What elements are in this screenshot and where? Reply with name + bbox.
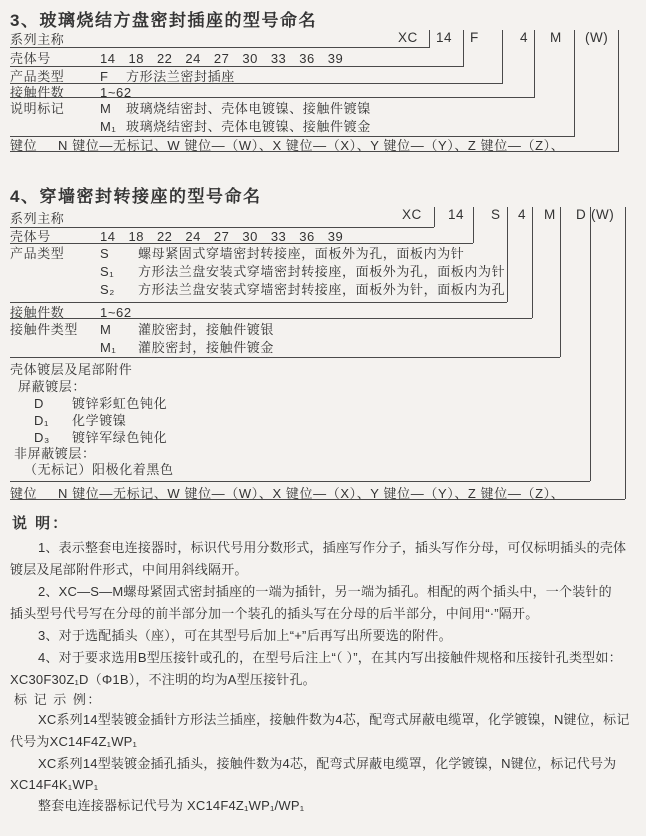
section4-code-segment: 4 [518,207,527,222]
shell-size: 27 [213,51,230,66]
example-line: 代号为XC14F4Z₁WP₁ [10,734,138,749]
shell-size: 36 [299,51,315,66]
row-label-plating: 壳体镀层及尾部附件 [10,362,133,377]
note-line: 4、对于要求选用B型压接针或孔的，在型号后注上“（ ）”，在其内写出接触件规格和压接针孔类型如： [38,650,622,665]
shield-option-desc: 镀锌彩虹色钝化 [72,396,168,411]
note-line: 2、XC—S—M螺母紧固式密封插座的一端为插针，另一端为插孔。相配的两个插头中，一个装针的 [38,584,612,599]
notes-heading: 说 明： [12,515,70,532]
row-label-product-type: 产品类型 [10,246,65,261]
marking-desc: 玻璃烧结密封、壳体电镀镍、接触件镀镍 [126,101,371,116]
row-label-series: 系列主称 [10,32,65,47]
row-label-marking: 说明标记 [10,101,65,116]
shield-option-desc: 化学镀镍 [72,413,127,428]
row-label-key: 键位 [10,486,38,501]
comb-vline [560,207,561,357]
marking-code: M [100,101,112,116]
example-line: XC系列14型装镀金插针方形法兰插座，接触件数为4芯，配弯式屏蔽电缆罩，化学镀镍，N键位，标记 [38,712,630,727]
shell-size: 14 [100,229,116,244]
shell-size: 33 [270,51,287,66]
product-type-desc: 方形法兰盘安装式穿墙密封转接座，面板外为针，面板内为孔 [138,282,506,297]
contact-type-desc: 灌胶密封，接触件镀银 [138,322,275,337]
note-line: 镀层及尾部附件形式，中间用斜线隔开。 [10,562,248,577]
section4-code-segment: 14 [448,207,465,222]
comb-vline [590,207,591,481]
section3-code-segment: 14 [436,30,453,45]
comb-vline [625,207,626,499]
shell-size: 22 [156,51,173,66]
shell-size: 30 [242,51,258,66]
shell-size: 27 [213,229,230,244]
note-line: 插头型号代号写在分母的前半部分加一个装孔的插头写在分母的后半部分，中间用“·”隔开。 [10,606,539,621]
section4-code-segment: S [491,207,501,222]
key-desc: N 键位—无标记、W 键位—（W）、X 键位—（X）、Y 键位—（Y）、Z 键位—（Z）、 [58,486,565,501]
section4-code-segment: XC [402,207,422,222]
shell-size: 24 [185,229,201,244]
comb-vline [473,207,474,243]
section3-code-segment: XC [398,30,418,45]
row-label-contact-count: 接触件数 [10,305,65,320]
product-type-code: S₁ [100,264,115,279]
row-label-series: 系列主称 [10,211,65,226]
comb-vline [532,207,533,318]
shell-size-list [100,51,343,66]
row-label-contact-count: 接触件数 [10,85,65,100]
non-shield-desc: （无标记）阳极化着黑色 [24,462,174,477]
row-label-key: 键位 [10,138,38,153]
row-label-shell: 壳体号 [10,229,51,244]
section3-code-segment: M [550,30,562,45]
example-heading: 标 记 示 例： [14,692,102,707]
product-type-code: F [100,69,109,84]
marking-code: M₁ [100,119,117,134]
note-line: 1、表示整套电连接器时，标识代号用分数形式，插座写作分子，插头写作分母，可仅标明插头的壳体 [38,540,627,555]
comb-hline [10,357,560,358]
comb-hline [10,136,574,137]
comb-hline [10,302,507,303]
row-label-product-type: 产品类型 [10,69,65,84]
non-shield-label: 非屏蔽镀层： [14,446,96,461]
section4-code-segment: (W) [591,207,615,222]
shell-size: 18 [128,51,144,66]
shell-size-list [100,229,343,244]
contact-type-desc: 灌胶密封，接触件镀金 [138,340,275,355]
contact-type-code: M [100,322,112,337]
marking-desc: 玻璃烧结密封、壳体电镀镍、接触件镀金 [126,119,371,134]
shell-size: 22 [156,229,173,244]
section4-title: 4、穿墙密封转接座的型号命名 [10,187,262,206]
shield-option-code: D₃ [34,430,50,445]
comb-hline [10,47,429,48]
example-line: XC14F4K₁WP₁ [10,777,99,792]
key-desc: N 键位—无标记、W 键位—（W）、X 键位—（X）、Y 键位—（Y）、Z 键位—（Z）、 [58,138,565,153]
section4-code-segment: M [544,207,556,222]
comb-vline [534,30,535,98]
product-type-desc: 方形法兰密封插座 [126,69,235,84]
comb-vline [618,30,619,152]
shell-size: 30 [242,229,258,244]
comb-vline [574,30,575,137]
shield-option-desc: 镀锌军绿色钝化 [72,430,168,445]
contact-type-code: M₁ [100,340,117,355]
product-type-code: S [100,246,110,261]
comb-hline [10,318,532,319]
comb-vline [434,207,435,227]
comb-hline [10,481,590,482]
comb-vline [502,30,503,84]
product-type-desc: 方形法兰盘安装式穿墙密封转接座，面板外为孔，面板内为针 [138,264,506,279]
note-line: 3、对于选配插头（座），可在其型号后加上“+”后再写出所要选的附件。 [38,628,452,643]
section4-code-segment: D [576,207,587,222]
shell-size: 24 [185,51,201,66]
section3-code-segment: F [470,30,479,45]
comb-hline [10,97,534,98]
note-line: XC30F30Z₁D（Φ1B），不注明的均为A型压接针孔。 [10,672,316,687]
shell-size: 39 [327,51,344,66]
section3-code-segment: (W) [585,30,609,45]
shield-option-code: D [34,396,44,411]
comb-vline [507,207,508,302]
comb-hline [10,83,502,84]
contact-count-value: 1~62 [100,305,132,320]
shield-plating-label: 屏蔽镀层： [18,379,87,394]
product-type-code: S₂ [100,282,115,297]
comb-hline [10,66,463,67]
shell-size: 14 [100,51,116,66]
shield-option-code: D₁ [34,413,49,428]
section3-code-segment: 4 [520,30,529,45]
product-type-desc: 螺母紧固式穿墙密封转接座，面板外为孔，面板内为针 [138,246,465,261]
section3-title: 3、玻璃烧结方盘密封插座的型号命名 [10,11,317,30]
example-line: 整套电连接器标记代号为 XC14F4Z₁WP₁/WP₁ [38,798,305,813]
example-line: XC系列14型装镀金插孔插头，接触件数为4芯，配弯式屏蔽电缆罩，化学镀镍，N键位，标记代号为 [38,756,617,771]
shell-size: 39 [327,229,344,244]
shell-size: 18 [128,229,144,244]
contact-count-value: 1~62 [100,85,132,100]
shell-size: 33 [270,229,287,244]
comb-vline [463,30,464,67]
comb-vline [429,30,430,48]
row-label-shell: 壳体号 [10,51,51,66]
comb-hline [10,227,434,228]
shell-size: 36 [299,229,315,244]
row-label-contact-type: 接触件类型 [10,322,79,337]
